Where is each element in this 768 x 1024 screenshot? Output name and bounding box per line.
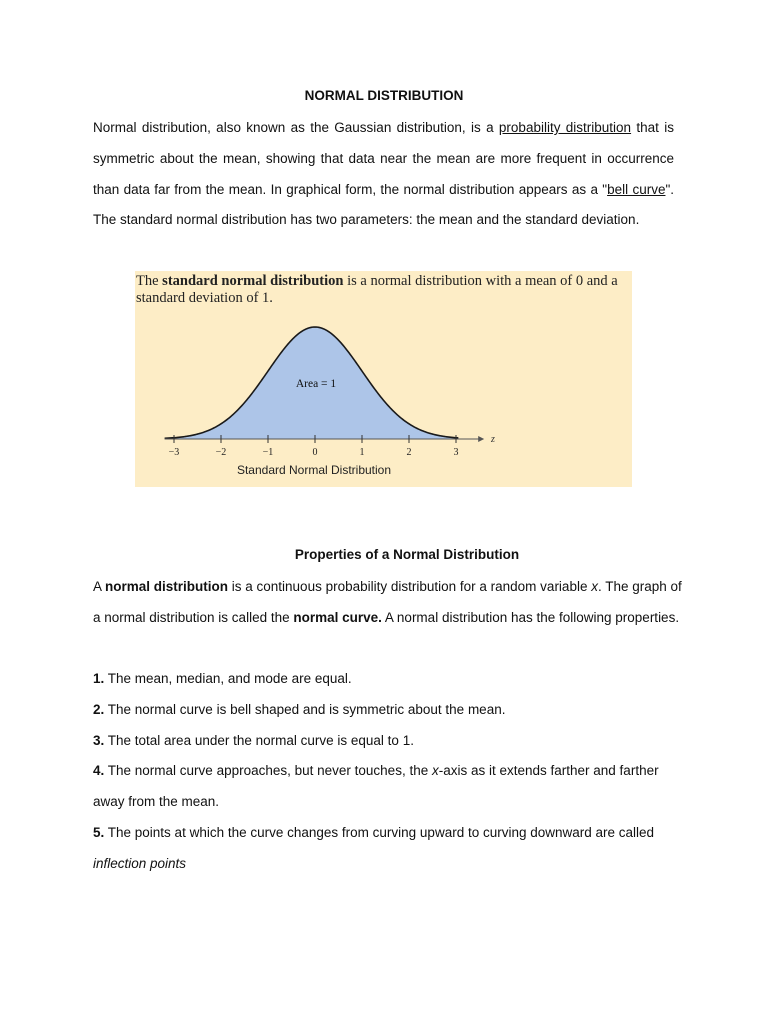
property-text: The points at which the curve changes from curving upward to curving downward are called [104,824,655,840]
normal-distribution-term: normal distribution [105,579,229,594]
bell-curve-link[interactable]: bell curve [607,181,666,197]
property-text: The total area under the normal curve is equal to 1. [104,732,414,748]
section-subtitle: Properties of a Normal Distribution [294,547,520,562]
z-axis-arrow-icon [478,436,484,442]
caption-bold: standard normal distribution [162,273,344,289]
definition-paragraph [93,572,693,634]
property-number: 4. [93,763,105,779]
property-item [93,756,693,818]
property-item [93,818,693,880]
caption-pre: The [136,273,163,289]
variable-x: x [591,579,598,594]
intro-text-1: Normal distribution, also known as the Gaussian distribution, is a [93,120,499,135]
property-text-after: -axis as it extends farther and farther away from the mean. [93,763,659,810]
property-number: 1. [93,671,105,686]
tick-label: −1 [262,447,274,458]
area-annotation: Area = 1 [295,378,337,390]
para2-text-3: . The graph of a normal distribution is called the [93,579,682,625]
normal-distribution-figure [135,271,632,487]
page-title: NORMAL DISTRIBUTION [304,88,464,103]
property-number: 5. [93,824,105,840]
para2-text-1: A [93,579,106,594]
z-axis-variable: z [491,434,495,445]
tick-label: 3 [453,447,459,458]
intro-text-3: ". The standard normal distribution has two parameters: the mean and the standard deviation. [93,181,675,228]
x-axis-label: Standard Normal Distribution [236,463,392,477]
intro-paragraph [93,113,674,236]
para2-text-4: A normal distribution has the following properties. [381,609,680,625]
property-item [93,726,693,757]
property-number: 2. [93,701,105,717]
property-italic: x [431,763,439,779]
para2-text-2: is a continuous probability distribution for a random variable [228,579,592,594]
property-italic: inflection points [93,855,187,871]
tick-labels [169,447,459,458]
property-item [93,664,693,695]
properties-list [93,664,693,880]
intro-text-2: that is symmetric about the mean, showing that data near the mean are more frequent in occurrence than data far from the mean. In graphical form, the normal distribution appears as a " [93,120,674,197]
property-text: The mean, median, and mode are equal. [104,671,352,686]
property-item [93,695,693,726]
tick-label: 2 [406,447,412,458]
caption-post: is a normal distribution with a mean of 0 and a standard deviation of 1. [136,273,618,306]
tick-label: 0 [312,447,318,458]
probability-distribution-link[interactable]: probability distribution [498,120,632,135]
tick-label: 1 [359,447,365,458]
tick-label: −2 [215,447,227,458]
normal-curve-term: normal curve. [293,609,382,625]
property-number: 3. [93,732,105,748]
property-text: The normal curve approaches, but never touches, the [104,763,432,779]
chart-svg [135,271,632,487]
property-text: The normal curve is bell shaped and is symmetric about the mean. [104,701,506,717]
tick-label: −3 [168,447,180,458]
